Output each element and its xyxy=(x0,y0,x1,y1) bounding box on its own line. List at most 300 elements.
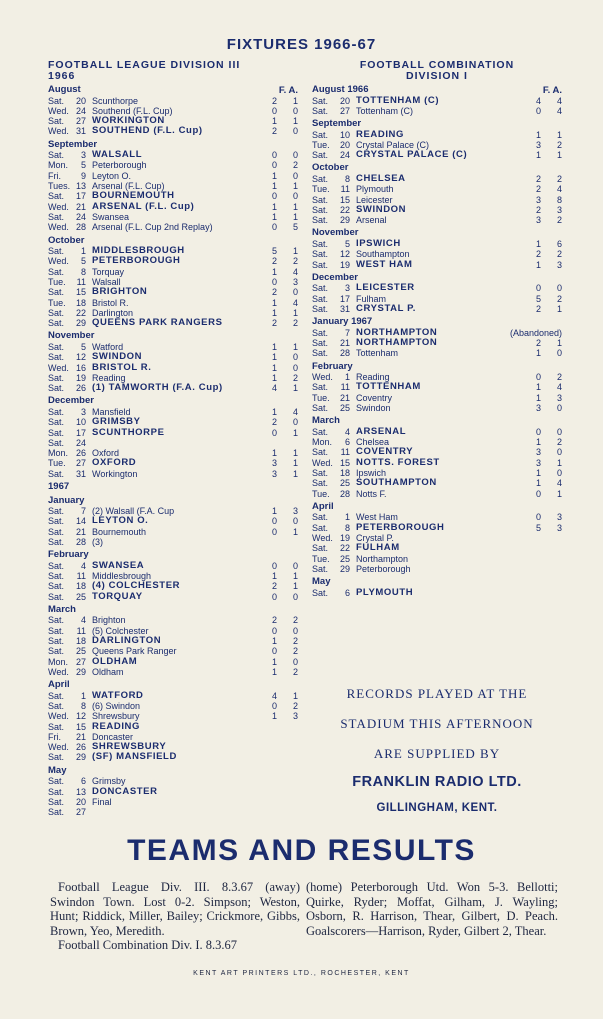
fixture-date: 25 xyxy=(339,403,350,414)
fixture-score xyxy=(272,667,298,677)
fixture-opponent: DONCASTER xyxy=(92,785,158,797)
goals-for: 1 xyxy=(536,348,542,359)
fixture-opponent: Ipswich xyxy=(356,468,387,479)
goals-for: 1 xyxy=(272,666,278,677)
goals-against: 1 xyxy=(292,307,298,318)
goals-against: 6 xyxy=(556,238,562,249)
goals-for: 1 xyxy=(272,506,278,516)
fixture-date: 29 xyxy=(75,318,86,329)
fixture-row xyxy=(312,382,562,392)
fixture-day: Sat. xyxy=(48,721,65,732)
fixture-opponent: Swindon xyxy=(356,403,391,414)
fixture-row xyxy=(48,287,298,297)
fixture-row xyxy=(312,184,562,194)
fixture-row xyxy=(312,393,562,403)
fixture-opponent: PLYMOUTH xyxy=(356,586,414,598)
fixture-date: 8 xyxy=(80,700,86,711)
goals-for: 5 xyxy=(536,522,542,533)
fixture-row xyxy=(312,294,562,304)
fixture-opponent: MIDDLESBROUGH xyxy=(92,245,185,257)
fixture-date: 1 xyxy=(344,372,350,383)
fixture-score xyxy=(272,428,298,438)
fixture-date: 11 xyxy=(340,184,350,195)
fixture-row xyxy=(48,106,298,116)
fixture-day: Sat. xyxy=(48,635,65,646)
fixture-row xyxy=(48,428,298,438)
fixture-score xyxy=(272,171,298,181)
goals-for: 1 xyxy=(272,266,278,277)
fixture-date: 19 xyxy=(339,259,350,270)
fixture-opponent: Arsenal (F.L. Cup) xyxy=(92,181,165,192)
goals-for: 2 xyxy=(536,184,542,195)
fixture-opponent: Tottenham xyxy=(356,348,399,359)
fixture-row xyxy=(312,106,562,116)
fixture-day: Sat. xyxy=(312,382,329,393)
fixture-row xyxy=(48,722,298,732)
goals-for: 0 xyxy=(272,160,278,171)
goals-against: 1 xyxy=(292,341,298,352)
goals-against: 0 xyxy=(292,417,298,428)
goals-for: 3 xyxy=(536,447,542,458)
goals-against: 2 xyxy=(292,700,298,711)
fixture-row xyxy=(312,304,562,314)
fixture-date: 17 xyxy=(339,293,350,304)
fixture-score xyxy=(536,106,562,116)
month-heading: February xyxy=(312,360,353,372)
fixture-opponent: West Ham xyxy=(356,512,398,523)
fixture-score xyxy=(272,96,298,106)
fixture-date: 13 xyxy=(75,181,86,192)
league-header: FOOTBALL LEAGUE DIVISION III xyxy=(48,59,241,71)
fixture-day: Wed. xyxy=(48,362,69,373)
fixture-date: 22 xyxy=(339,543,350,554)
fixture-opponent: NORTHAMPTON xyxy=(356,337,438,349)
fixture-day: Sat. xyxy=(48,807,65,818)
fixture-opponent: Torquay xyxy=(92,266,125,277)
goals-against: 0 xyxy=(292,516,298,527)
fixture-day: Wed. xyxy=(48,666,69,677)
fixture-opponent: Queens Park Ranger xyxy=(92,646,177,657)
month-heading: May xyxy=(312,576,331,588)
fixture-day: Wed. xyxy=(48,105,69,116)
fixture-opponent: QUEENS PARK RANGERS xyxy=(92,317,223,329)
fixture-opponent: Final xyxy=(92,796,112,807)
fixture-opponent: SWINDON xyxy=(92,351,143,363)
fixture-opponent: Mansfield xyxy=(92,406,131,417)
fixture-score xyxy=(272,657,298,667)
fixture-date: 26 xyxy=(75,742,86,753)
goals-against: 4 xyxy=(556,105,562,116)
fixture-opponent: Crystal Palace (C) xyxy=(356,139,430,150)
fixture-score xyxy=(272,516,298,526)
fixture-day: Sat. xyxy=(312,522,329,533)
fixture-day: Wed. xyxy=(48,256,69,267)
goals-for: 2 xyxy=(536,249,542,260)
fixture-score xyxy=(536,489,562,499)
fixture-score xyxy=(272,277,298,287)
fixture-date: 11 xyxy=(340,447,350,458)
page-title: FIXTURES 1966-67 xyxy=(226,36,377,53)
fixture-date: 18 xyxy=(75,635,86,646)
goals-for: 0 xyxy=(272,700,278,711)
records-line-1: RECORDS PLAYED AT THE xyxy=(346,686,528,701)
fixture-day: Sat. xyxy=(48,786,65,797)
fixture-date: 29 xyxy=(339,215,350,226)
fixture-day: Sat. xyxy=(48,211,65,222)
goals-for: 1 xyxy=(536,259,542,270)
fixture-date: 5 xyxy=(344,238,350,249)
fixture-day: Wed. xyxy=(312,372,333,383)
fixture-date: 19 xyxy=(339,533,350,543)
goals-against: 0 xyxy=(556,426,562,437)
fixture-score xyxy=(272,701,298,711)
fixture-score xyxy=(536,458,562,468)
fixture-row xyxy=(312,150,562,160)
goals-for: 3 xyxy=(536,215,542,226)
fixture-row xyxy=(312,372,562,382)
goals-for: 1 xyxy=(272,406,278,417)
fixture-row xyxy=(48,691,298,701)
fixture-day: Sat. xyxy=(312,238,329,249)
fixture-row xyxy=(48,807,298,817)
fixture-row xyxy=(48,537,298,547)
goals-for: 3 xyxy=(272,458,278,469)
fixture-row xyxy=(312,130,562,140)
fixture-day: Sat. xyxy=(312,173,329,184)
goals-for: 0 xyxy=(536,372,542,383)
goals-for: 2 xyxy=(272,615,278,626)
goals-against: 1 xyxy=(556,303,562,314)
fixture-date: 5 xyxy=(80,256,86,267)
fixture-score xyxy=(272,711,298,721)
fixture-row xyxy=(312,533,562,543)
fixture-row xyxy=(48,732,298,742)
fixture-opponent: (6) Swindon xyxy=(92,700,141,711)
fixture-opponent: PETERBOROUGH xyxy=(92,255,181,267)
goals-against: 0 xyxy=(556,403,562,414)
fixture-day: Tue. xyxy=(312,139,330,150)
fixture-day: Sat. xyxy=(48,526,65,537)
month-heading: October xyxy=(312,162,349,174)
league-result-text: Football League Div. III. 8.3.67 (away) Swindon Town. Lost 0-2. Simpson; Weston, Hunt; Riddick, Miller, Bailey; Crickmore, Gibbs, Brown, Yeo, Meredith. xyxy=(50,880,300,938)
fixture-day: Mon. xyxy=(48,656,69,667)
fixture-row xyxy=(48,581,298,591)
fixture-date: 21 xyxy=(75,731,86,742)
goals-for: 2 xyxy=(272,256,278,267)
goals-for: 0 xyxy=(536,488,542,499)
fixture-row xyxy=(312,403,562,413)
goals-against: 1 xyxy=(292,211,298,222)
fixture-score xyxy=(272,191,298,201)
goals-against: 0 xyxy=(292,591,298,602)
goals-against: 0 xyxy=(292,625,298,636)
fixture-day: Sat. xyxy=(312,105,329,116)
fixture-row xyxy=(48,383,298,393)
goals-against: 1 xyxy=(292,383,298,394)
fixture-score xyxy=(536,195,562,205)
combination-header: FOOTBALL COMBINATION xyxy=(359,59,515,71)
goals-against: 4 xyxy=(292,266,298,277)
fixture-day: Sat. xyxy=(312,194,329,205)
fixture-row xyxy=(312,468,562,478)
fixture-day: Sat. xyxy=(48,406,65,417)
goals-for: 1 xyxy=(272,116,278,127)
fixture-opponent: IPSWICH xyxy=(356,237,401,249)
goals-against: 0 xyxy=(556,468,562,479)
fixture-date: 24 xyxy=(75,211,86,222)
fixture-date: 3 xyxy=(80,150,86,161)
fixture-row xyxy=(48,797,298,807)
goals-for: 0 xyxy=(272,150,278,161)
fixture-day: Sat. xyxy=(48,690,65,701)
fixture-row xyxy=(48,458,298,468)
fixture-date: 8 xyxy=(344,173,350,184)
fixture-date: 25 xyxy=(75,646,86,657)
goals-against: 1 xyxy=(292,201,298,212)
fixture-row xyxy=(48,516,298,526)
fixture-opponent: Leicester xyxy=(356,194,393,205)
fixture-day: Wed. xyxy=(312,457,333,468)
fixture-score xyxy=(536,468,562,478)
fixture-row xyxy=(48,150,298,160)
records-advert xyxy=(312,672,562,832)
fixture-score xyxy=(536,294,562,304)
month-heading: March xyxy=(312,415,340,427)
goals-for: 3 xyxy=(536,194,542,205)
fixture-date: 31 xyxy=(339,303,350,314)
fixture-opponent: Peterborough xyxy=(356,563,411,574)
fixture-date: 16 xyxy=(75,362,86,373)
fixture-opponent: Oxford xyxy=(92,448,120,459)
fixture-date: 22 xyxy=(75,307,86,318)
goals-for: 1 xyxy=(272,635,278,646)
goals-for: 0 xyxy=(536,512,542,523)
goals-for: 2 xyxy=(272,318,278,329)
fixture-row xyxy=(48,787,298,797)
score-column-header: F. A. xyxy=(542,84,562,96)
month-heading: September xyxy=(48,138,98,150)
goals-against: 1 xyxy=(556,129,562,140)
month-heading: August xyxy=(48,84,81,95)
fixture-score xyxy=(272,116,298,126)
fixture-row xyxy=(48,126,298,136)
fixture-row xyxy=(48,701,298,711)
goals-against: 0 xyxy=(292,191,298,202)
fixture-day: Sat. xyxy=(312,327,329,338)
goals-for: 0 xyxy=(272,591,278,602)
fixture-opponent: COVENTRY xyxy=(356,446,414,458)
month-heading: 1967 xyxy=(48,481,70,492)
fixture-opponent: SWANSEA xyxy=(92,559,145,571)
fixture-date: 20 xyxy=(339,139,350,150)
results-right-text: (home) Peterborough Utd. Won 5-3. Bellotti; Quirke, Ryder; Moffat, Gilham, J. Wayling; Osborn, R. Harrison, Thear, Gilbert, D. Peach. Goalscorers—Harrison, Ryder, Gilbert 2, Thear. xyxy=(306,880,558,938)
fixture-day: Sat. xyxy=(312,403,329,414)
fixture-row xyxy=(48,438,298,448)
fixture-date: 6 xyxy=(80,776,86,787)
fixture-opponent: Doncaster xyxy=(92,731,134,742)
goals-against: 1 xyxy=(292,526,298,537)
fixture-day: Sat. xyxy=(48,516,65,527)
fixture-opponent: TOTTENHAM (C) xyxy=(356,94,440,106)
goals-against: 1 xyxy=(556,338,562,349)
fixture-day: Mon. xyxy=(312,437,333,448)
fixture-score xyxy=(272,308,298,318)
goals-against: 1 xyxy=(292,95,298,106)
goals-against: 2 xyxy=(556,437,562,448)
fixture-day: Sat. xyxy=(48,417,65,428)
fixture-score xyxy=(272,287,298,297)
fixture-day: Sat. xyxy=(48,468,65,479)
fixture-score xyxy=(272,581,298,591)
fixture-date: 7 xyxy=(80,506,86,516)
fixture-row xyxy=(48,711,298,721)
fixture-opponent: CRYSTAL P. xyxy=(356,302,417,314)
month-heading: January 1967 xyxy=(312,316,373,328)
fixture-date: 31 xyxy=(75,468,86,479)
goals-against: 1 xyxy=(292,468,298,479)
fixture-row xyxy=(48,752,298,762)
month-heading: November xyxy=(312,227,359,239)
goals-against: 3 xyxy=(556,204,562,215)
fixture-opponent: Crystal P. xyxy=(356,533,394,543)
fixture-score xyxy=(536,512,562,522)
fixture-date: 27 xyxy=(75,116,86,127)
fixture-day: Sat. xyxy=(312,259,329,270)
fixture-row xyxy=(48,506,298,516)
fixture-day: Sat. xyxy=(48,266,65,277)
fixture-day: Mon. xyxy=(48,448,69,459)
goals-for: 0 xyxy=(272,222,278,233)
goals-for: 1 xyxy=(272,656,278,667)
fixture-row xyxy=(48,222,298,232)
fixture-opponent: Grimsby xyxy=(92,776,126,787)
month-heading: September xyxy=(312,118,362,130)
fixture-opponent: BRISTOL R. xyxy=(92,361,152,373)
fixture-date: 7 xyxy=(344,327,350,338)
goals-against: 0 xyxy=(292,170,298,181)
fixture-day: Sat. xyxy=(312,303,329,314)
fixture-score xyxy=(272,106,298,116)
fixture-date: 11 xyxy=(76,276,86,287)
fixture-score xyxy=(536,393,562,403)
fixture-score xyxy=(272,267,298,277)
fixture-date: 26 xyxy=(75,383,86,394)
goals-for: 4 xyxy=(536,95,542,106)
fixture-row xyxy=(48,160,298,170)
goals-against: 8 xyxy=(556,194,562,205)
fixture-score xyxy=(272,363,298,373)
fixture-day: Tues. xyxy=(48,181,71,192)
fixture-score xyxy=(272,571,298,581)
fixture-day: Sat. xyxy=(48,287,65,298)
fixture-row xyxy=(312,588,562,598)
fixture-row xyxy=(48,469,298,479)
fixture-opponent: WEST HAM xyxy=(356,258,413,270)
fixture-date: 15 xyxy=(75,721,86,732)
goals-for: 3 xyxy=(536,403,542,414)
fixture-day: Sat. xyxy=(48,591,65,602)
goals-for: 0 xyxy=(272,427,278,438)
fixture-score xyxy=(536,239,562,249)
fixture-opponent: Watford xyxy=(92,341,124,352)
fixture-date: 20 xyxy=(75,95,86,106)
fixture-score xyxy=(536,403,562,413)
goals-against: 2 xyxy=(292,666,298,677)
fixture-opponent: READING xyxy=(356,128,405,140)
fixture-date: 21 xyxy=(339,338,350,349)
fixture-day: Sat. xyxy=(48,646,65,657)
fixture-score xyxy=(536,96,562,106)
fixture-day: Sat. xyxy=(48,427,65,438)
fixture-date: 26 xyxy=(75,448,86,459)
fixture-row xyxy=(48,527,298,537)
fixture-day: Sat. xyxy=(312,447,329,458)
fixture-day: Sat. xyxy=(48,191,65,202)
goals-against: 4 xyxy=(292,406,298,417)
goals-for: 1 xyxy=(272,570,278,581)
fixture-row xyxy=(48,646,298,656)
records-location: GILLINGHAM, KENT. xyxy=(376,802,498,814)
league-fixtures-column xyxy=(48,60,298,817)
fixture-day: Sat. xyxy=(48,752,65,763)
fixture-score xyxy=(272,646,298,656)
fixture-score xyxy=(536,348,562,358)
fixture-row xyxy=(312,215,562,225)
goals-for: 0 xyxy=(272,276,278,287)
fixture-day: Sat. xyxy=(48,95,65,106)
fixture-opponent: Fulham xyxy=(356,293,387,304)
fixture-opponent: ARSENAL xyxy=(356,425,407,437)
fixture-score xyxy=(272,458,298,468)
goals-against: 1 xyxy=(556,488,562,499)
month-heading: January xyxy=(48,494,85,506)
fixture-row xyxy=(48,636,298,646)
fixture-date: 18 xyxy=(75,297,86,308)
fixture-opponent: Scunthorpe xyxy=(92,95,139,106)
fixture-score xyxy=(272,407,298,417)
fixture-day: Sat. xyxy=(48,581,65,592)
fixture-opponent: DARLINGTON xyxy=(92,634,162,646)
fixture-row xyxy=(48,267,298,277)
goals-for: 1 xyxy=(272,297,278,308)
goals-for: 0 xyxy=(272,560,278,571)
fixture-day: Wed. xyxy=(48,742,69,753)
goals-against: 4 xyxy=(556,184,562,195)
fixture-score xyxy=(536,478,562,488)
fixture-date: 15 xyxy=(339,457,350,468)
fixture-date: 21 xyxy=(339,392,350,403)
fixture-row xyxy=(312,249,562,259)
goals-against: 0 xyxy=(292,560,298,571)
month-heading: October xyxy=(48,234,85,246)
fixture-opponent: ARSENAL (F.L. Cup) xyxy=(92,200,195,212)
fixture-row xyxy=(312,283,562,293)
fixture-opponent: Reading xyxy=(356,372,390,383)
fixture-day: Sat. xyxy=(312,283,329,294)
fixture-opponent: Arsenal xyxy=(356,215,387,226)
fixture-opponent: Middlesbrough xyxy=(92,570,152,581)
goals-against: 2 xyxy=(556,173,562,184)
goals-for: 2 xyxy=(272,581,278,592)
fixture-score xyxy=(536,338,562,348)
fixture-score xyxy=(510,328,562,338)
goals-for: 2 xyxy=(536,173,542,184)
combination-fixture-list xyxy=(312,85,562,598)
fixture-date: 9 xyxy=(80,170,86,181)
fixture-opponent: NORTHAMPTON xyxy=(356,326,438,338)
goals-for: 0 xyxy=(272,625,278,636)
goals-against: 1 xyxy=(292,570,298,581)
